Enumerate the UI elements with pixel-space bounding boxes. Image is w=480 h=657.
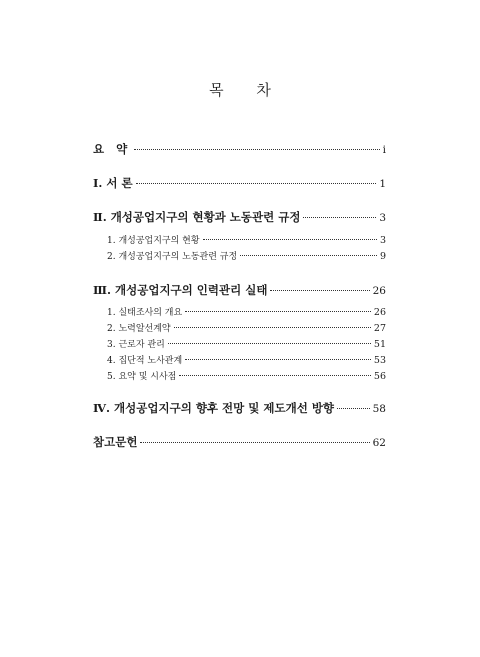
dot-leader [136, 183, 377, 184]
toc-entry-label: 4. 집단적 노사관계 [107, 356, 183, 366]
toc-page-number: 26 [372, 285, 386, 297]
toc-entry-label: Ⅳ. 개성공업지구의 향후 전망 및 제도개선 방향 [93, 401, 335, 415]
toc-entry-chapter-1[interactable] [93, 175, 386, 191]
toc-entry-label: Ⅱ. 개성공업지구의 현황과 노동관련 규정 [93, 210, 301, 224]
dot-leader [168, 343, 371, 344]
toc-page-number: 62 [372, 437, 386, 449]
toc-page-number: i [382, 144, 386, 156]
toc-entry-section-3-2[interactable] [107, 321, 386, 337]
dot-leader [303, 217, 376, 218]
toc-entry-section-3-1[interactable] [107, 305, 386, 321]
toc-entry-chapter-4[interactable] [93, 400, 386, 416]
toc-page-number: 3 [379, 235, 386, 246]
toc-entry-references[interactable] [93, 434, 386, 450]
toc-entry-label: 요 약 [93, 142, 132, 156]
toc-entry-label: 1. 개성공업지구의 현황 [107, 236, 200, 246]
dot-leader [185, 359, 371, 360]
dot-leader [270, 290, 369, 291]
dot-leader [174, 327, 371, 328]
toc-entry-label: 2. 개성공업지구의 노동관련 규정 [107, 252, 238, 262]
toc-entry-label: 5. 요약 및 시사점 [107, 372, 177, 382]
toc-page-number: 27 [373, 323, 386, 334]
toc-entry-section-3-4[interactable] [107, 353, 386, 369]
toc-page-number: 3 [379, 212, 386, 224]
toc-entry-summary[interactable] [93, 141, 386, 157]
toc-entry-chapter-2[interactable] [93, 209, 386, 225]
toc-entry-label: 3. 근로자 관리 [107, 340, 165, 350]
toc-entry-section-3-3[interactable] [107, 337, 386, 353]
dot-leader [185, 311, 371, 312]
dot-leader [203, 239, 377, 240]
toc-entry-chapter-3[interactable] [93, 282, 386, 298]
toc-page-number: 9 [379, 251, 386, 262]
toc-entry-section-2-2[interactable] [107, 249, 386, 265]
toc-page-number: 26 [373, 307, 386, 318]
dot-leader [240, 255, 377, 256]
dot-leader [179, 375, 371, 376]
dot-leader [134, 149, 379, 150]
toc-entry-label: 2. 노력알선계약 [107, 324, 171, 334]
dot-leader [337, 408, 370, 409]
toc-page-number: 56 [373, 371, 386, 382]
toc-entry-section-3-5[interactable] [107, 369, 386, 385]
toc-entry-label: Ⅲ. 개성공업지구의 인력관리 실태 [93, 283, 268, 297]
toc-entry-section-2-1[interactable] [107, 233, 386, 249]
toc-entry-label: Ⅰ. 서 론 [93, 176, 133, 190]
toc-page-number: 51 [373, 339, 386, 350]
toc-page-number: 53 [373, 355, 386, 366]
toc-entry-label: 1. 실태조사의 개요 [107, 308, 183, 318]
toc-page-number: 58 [372, 403, 386, 415]
toc-page-number: 1 [379, 178, 386, 190]
toc-entry-label: 참고문헌 [93, 435, 138, 449]
page-title: 목 차 [209, 81, 285, 99]
dot-leader [140, 442, 369, 443]
